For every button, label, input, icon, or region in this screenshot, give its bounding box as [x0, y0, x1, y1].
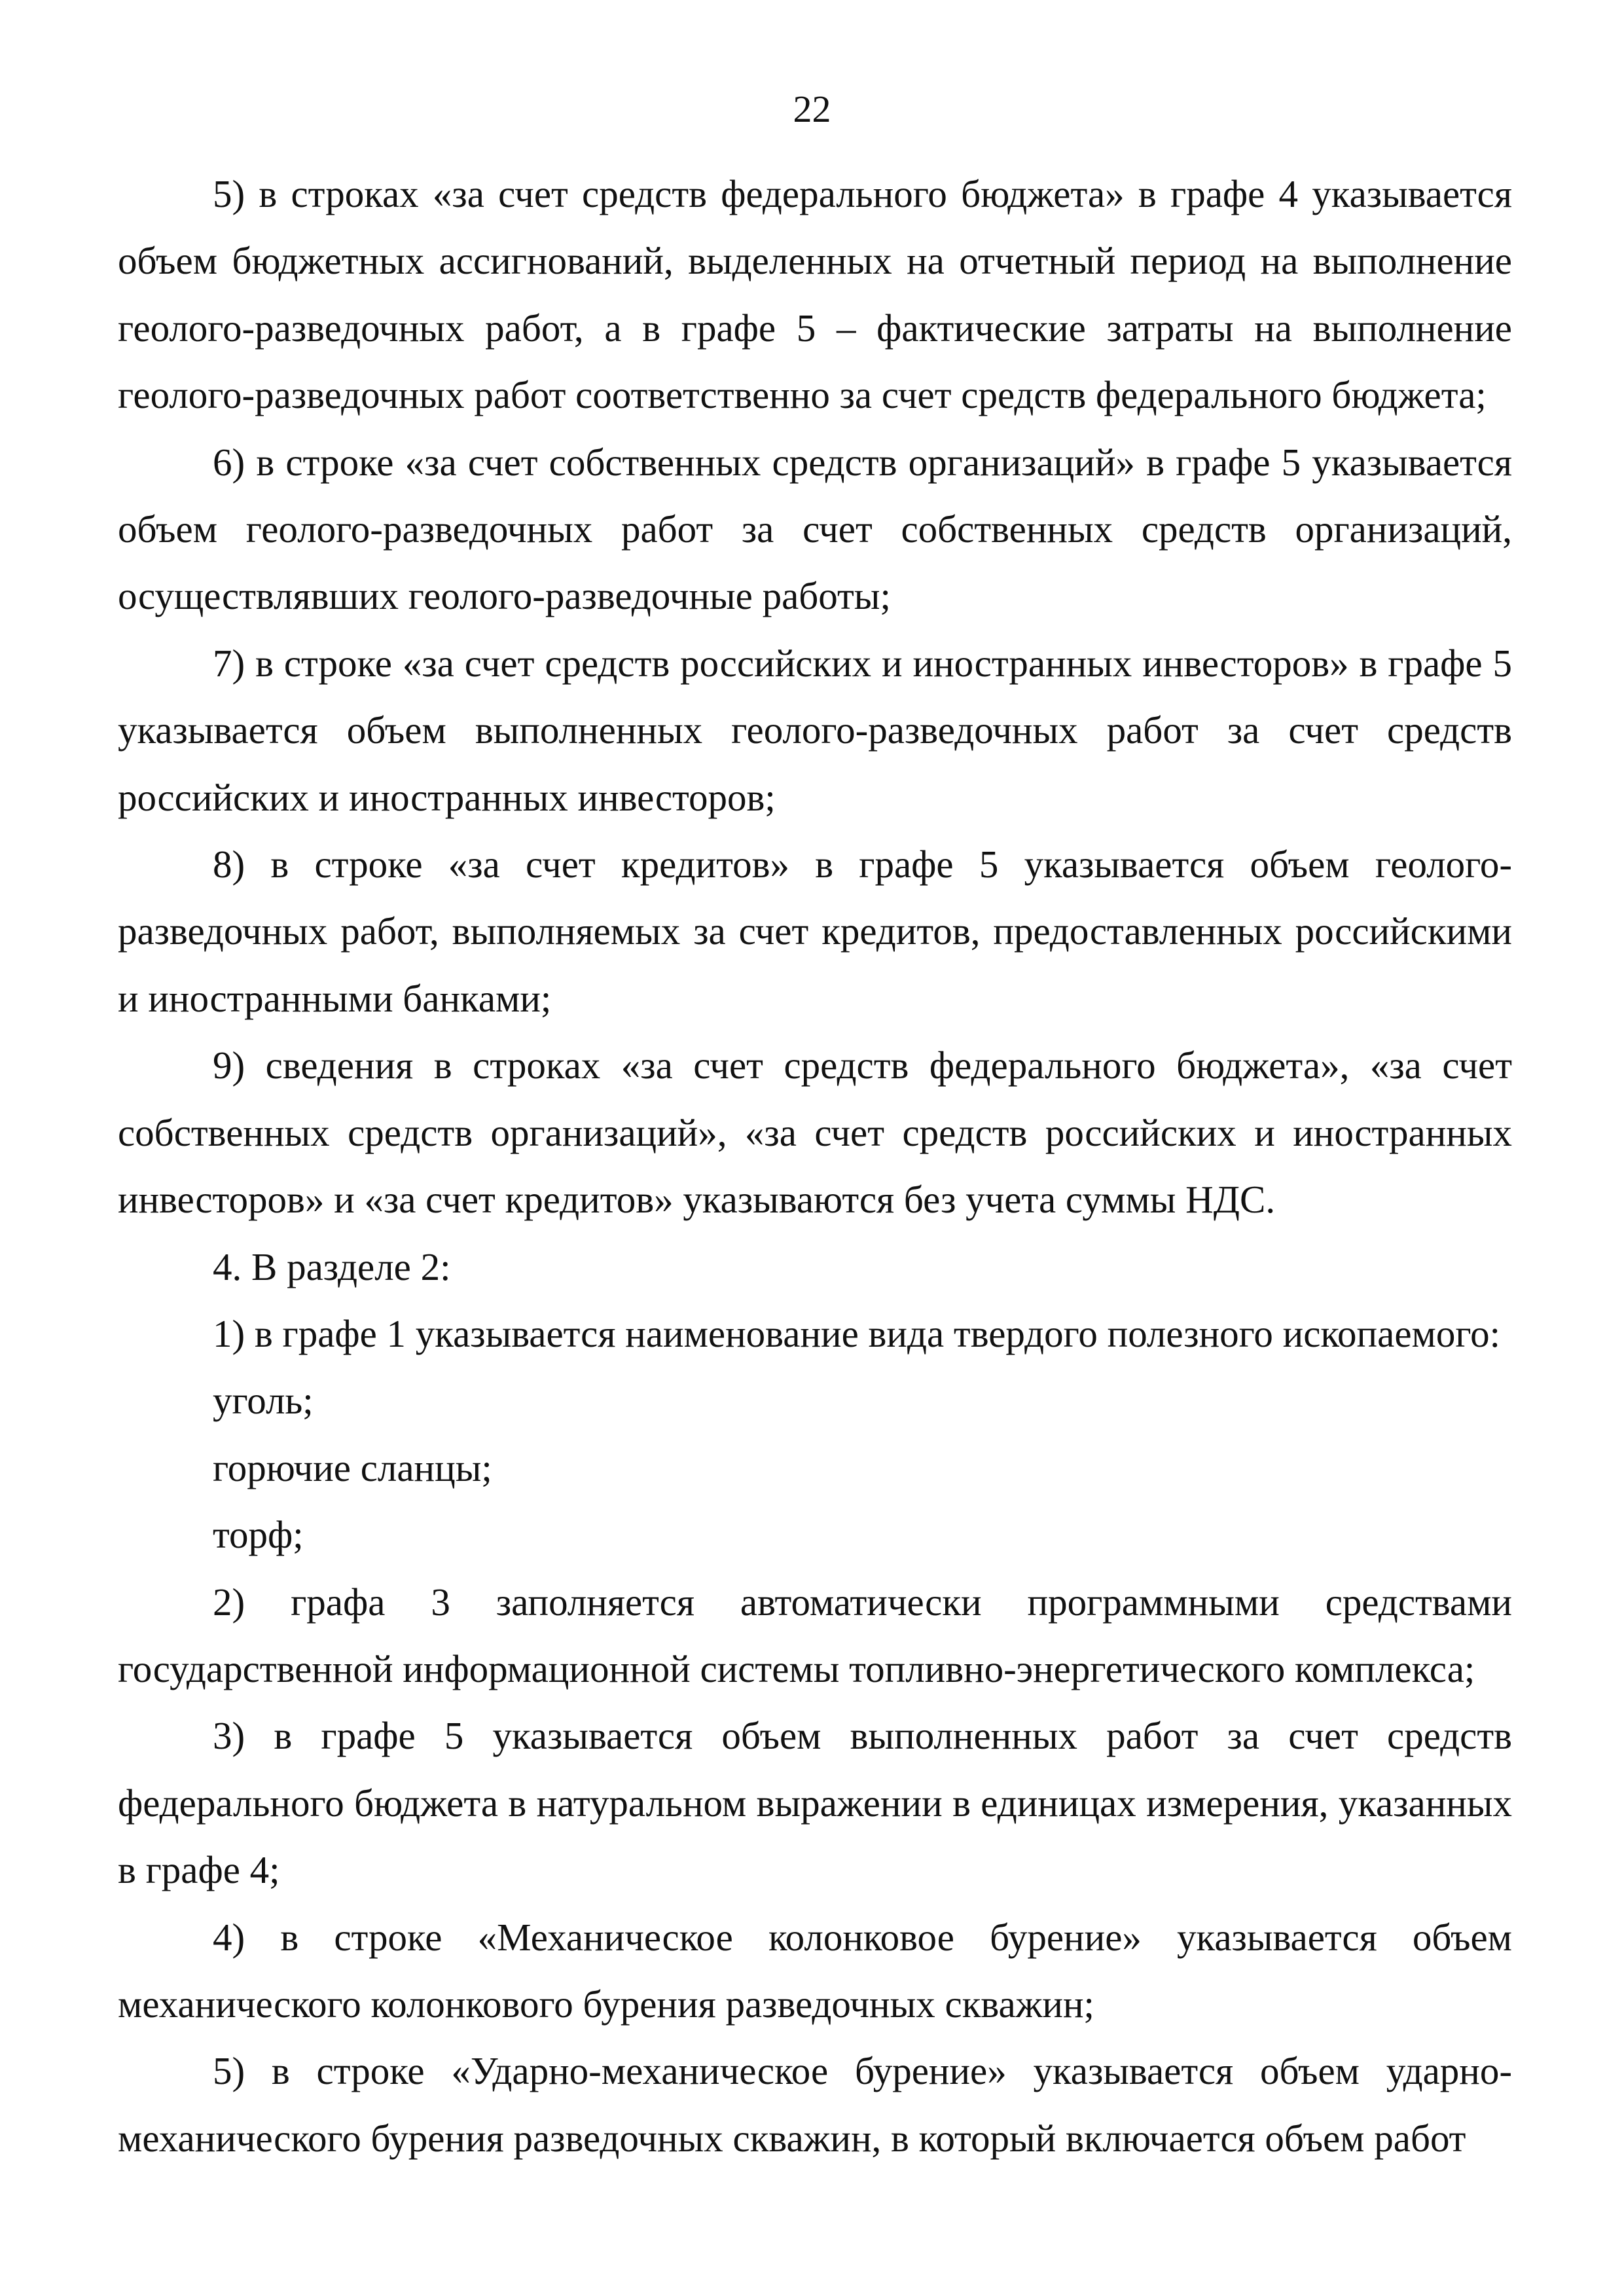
- paragraph-item-9-vat: 9) сведения в строках «за счет средств федерального бюджета», «за счет собственных средств организаций», «за счет средств российских и иностранных инвесторов» и «за счет кредитов» указываются без учета суммы НДС.: [118, 1044, 1512, 1222]
- paragraph-item-5-percussion-drilling: 5) в строке «Ударно-механическое бурение» указывается объем ударно-механического бурения разведочных скважин, в который включается объем работ: [118, 2049, 1512, 2160]
- paragraph-item-3-volume: 3) в графе 5 указывается объем выполненных работ за счет средств федерального бюджета в натуральном выражении в единицах измерения, указанных в графе 4;: [118, 1714, 1512, 1892]
- section-heading-4: 4. В разделе 2:: [213, 1245, 451, 1288]
- paragraph-item-5-federal-budget: 5) в строках «за счет средств федерального бюджета» в графе 4 указывается объем бюджетных ассигнований, выделенных на отчетный период на выполнение геолого-разведочных работ, а в графе 5 – фактические затраты на выполнение геолого-разведочных работ соответственно за счет средств федерального бюджета;: [118, 172, 1512, 417]
- paragraph-item-7-investors: 7) в строке «за счет средств российских и иностранных инвесторов» в графе 5 указывается объем выполненных геолого-разведочных работ за счет средств российских и иностранных инвесторов;: [118, 641, 1512, 819]
- paragraph-item-8-credits: 8) в строке «за счет кредитов» в графе 5 указывается объем геолого-разведочных работ, выполняемых за счет кредитов, предоставленных российскими и иностранными банками;: [118, 843, 1512, 1020]
- list-item-peat: торф;: [213, 1513, 304, 1557]
- document-body: [118, 160, 1512, 2172]
- list-item-oil-shale: горючие сланцы;: [213, 1446, 492, 1489]
- paragraph-item-4-core-drilling: 4) в строке «Механическое колонковое бурение» указывается объем механического колонкового бурения разведочных скважин;: [118, 1915, 1512, 2026]
- page-number: 22: [793, 88, 831, 130]
- list-item-coal: уголь;: [213, 1379, 314, 1423]
- paragraph-item-6-own-funds: 6) в строке «за счет собственных средств организаций» в графе 5 указывается объем геолого-разведочных работ за счет собственных средств организаций, осуществлявших геолого-разведочные работы;: [118, 440, 1512, 618]
- paragraph-item-1-mineral-type: 1) в графе 1 указывается наименование вида твердого полезного ископаемого:: [213, 1311, 1500, 1355]
- paragraph-item-2-auto-fill: 2) графа 3 заполняется автоматически программными средствами государственной информационной системы топливно-энергетического комплекса;: [118, 1580, 1512, 1690]
